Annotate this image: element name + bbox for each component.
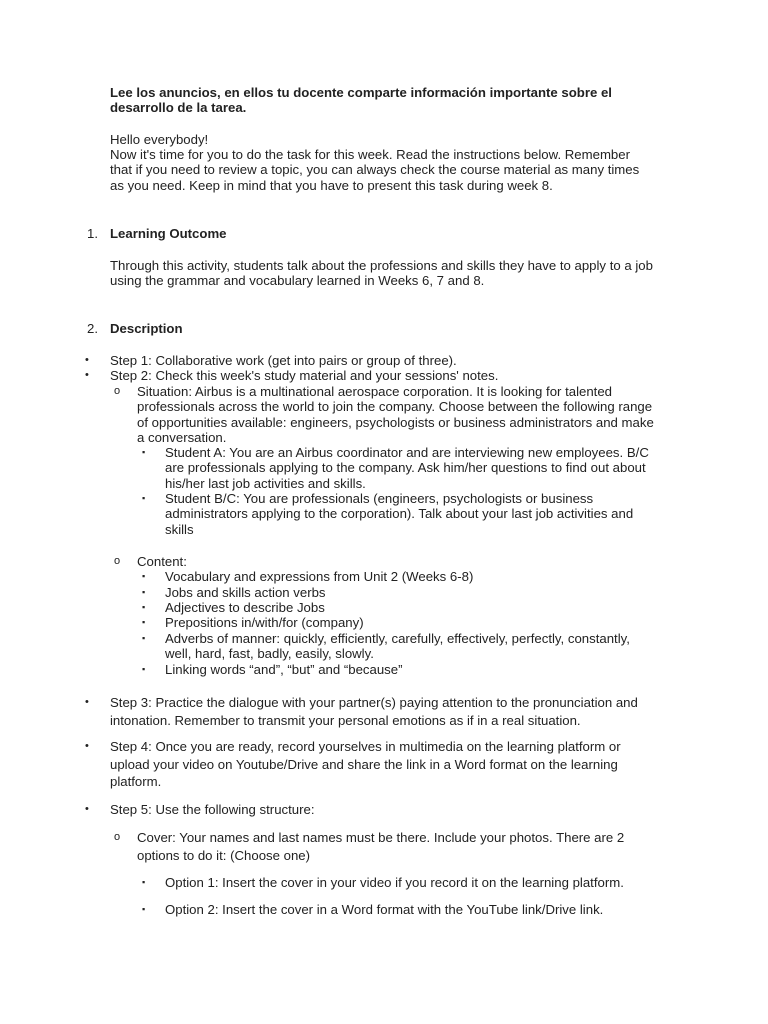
circle-marker: o xyxy=(114,555,121,567)
bullet-marker: • xyxy=(85,696,89,708)
step-1: Step 1: Collaborative work (get into pairs or group of three). xyxy=(110,353,457,368)
bullet-marker: • xyxy=(85,369,89,381)
learning-outcome-text: Through this activity, students talk about the professions and skills they have to apply to a job using the grammar and vocabulary learned in Weeks 6, 7 and 8. xyxy=(110,258,653,289)
step-3: Step 3: Practice the dialogue with your partner(s) paying attention to the pronunciation and intonation. Remember to transmit your personal emotions as if in a real situation. xyxy=(110,695,638,728)
content-item: Jobs and skills action verbs xyxy=(165,585,326,600)
bullet-marker: • xyxy=(85,740,89,752)
square-marker: ▪ xyxy=(142,493,146,503)
step-4: Step 4: Once you are ready, record yourselves in multimedia on the learning platform or upload your video on Youtube/Drive and share the link in a Word format on the learning platform. xyxy=(110,739,621,789)
content-item: Linking words “and”, “but” and “because” xyxy=(165,662,403,677)
square-marker: ▪ xyxy=(142,617,146,627)
content-item: Vocabulary and expressions from Unit 2 (Weeks 6-8) xyxy=(165,569,474,584)
circle-marker: o xyxy=(114,831,121,843)
square-marker: ▪ xyxy=(142,664,146,674)
option-2: Option 2: Insert the cover in a Word format with the YouTube link/Drive link. xyxy=(165,902,604,917)
section-number: 1. xyxy=(87,226,98,241)
square-marker: ▪ xyxy=(142,587,146,597)
bullet-marker: • xyxy=(85,803,89,815)
student-bc: Student B/C: You are professionals (engineers, psychologists or business administrators applying to the corporation). Talk about your last job activities and skills xyxy=(165,491,634,537)
content-label: Content: xyxy=(137,554,187,569)
circle-marker: o xyxy=(114,385,121,397)
square-marker: ▪ xyxy=(142,447,146,457)
square-marker: ▪ xyxy=(142,633,146,643)
content-item: Adverbs of manner: quickly, efficiently, carefully, effectively, perfectly, constantly, well, hard, fast, badly, easily, slowly. xyxy=(165,631,630,662)
student-a: Student A: You are an Airbus coordinator and are interviewing new employees. B/C are professionals applying to the company. Ask him/her questions to find out about his/her last job activities and skills. xyxy=(165,445,649,491)
section-title-description: Description xyxy=(110,321,183,336)
section-number: 2. xyxy=(87,321,98,336)
intro-heading: Lee los anuncios, en ellos tu docente comparte información importante sobre el desarrollo de la tarea. xyxy=(110,85,612,116)
cover: Cover: Your names and last names must be there. Include your photos. There are 2 options to do it: (Choose one) xyxy=(137,830,625,863)
situation: Situation: Airbus is a multinational aerospace corporation. It is looking for talented professionals across the world to join the company. Choose between the following range of opportunities available: engineers, psychologists or business administrators and make a conversation. xyxy=(137,384,654,446)
square-marker: ▪ xyxy=(142,602,146,612)
square-marker: ▪ xyxy=(142,877,146,887)
intro-body: Now it's time for you to do the task for this week. Read the instructions below. Remember that if you need to review a topic, you can always check the course material as many times as you need. Keep in mind that you have to present this task during week 8. xyxy=(110,147,640,193)
step-5: Step 5: Use the following structure: xyxy=(110,802,315,817)
bullet-marker: • xyxy=(85,354,89,366)
greeting: Hello everybody! xyxy=(110,132,209,147)
content-item: Prepositions in/with/for (company) xyxy=(165,615,364,630)
square-marker: ▪ xyxy=(142,904,146,914)
section-title-learning-outcome: Learning Outcome xyxy=(110,226,227,241)
option-1: Option 1: Insert the cover in your video if you record it on the learning platform. xyxy=(165,875,624,890)
square-marker: ▪ xyxy=(142,571,146,581)
content-item: Adjectives to describe Jobs xyxy=(165,600,325,615)
step-2: Step 2: Check this week's study material and your sessions' notes. xyxy=(110,368,499,383)
